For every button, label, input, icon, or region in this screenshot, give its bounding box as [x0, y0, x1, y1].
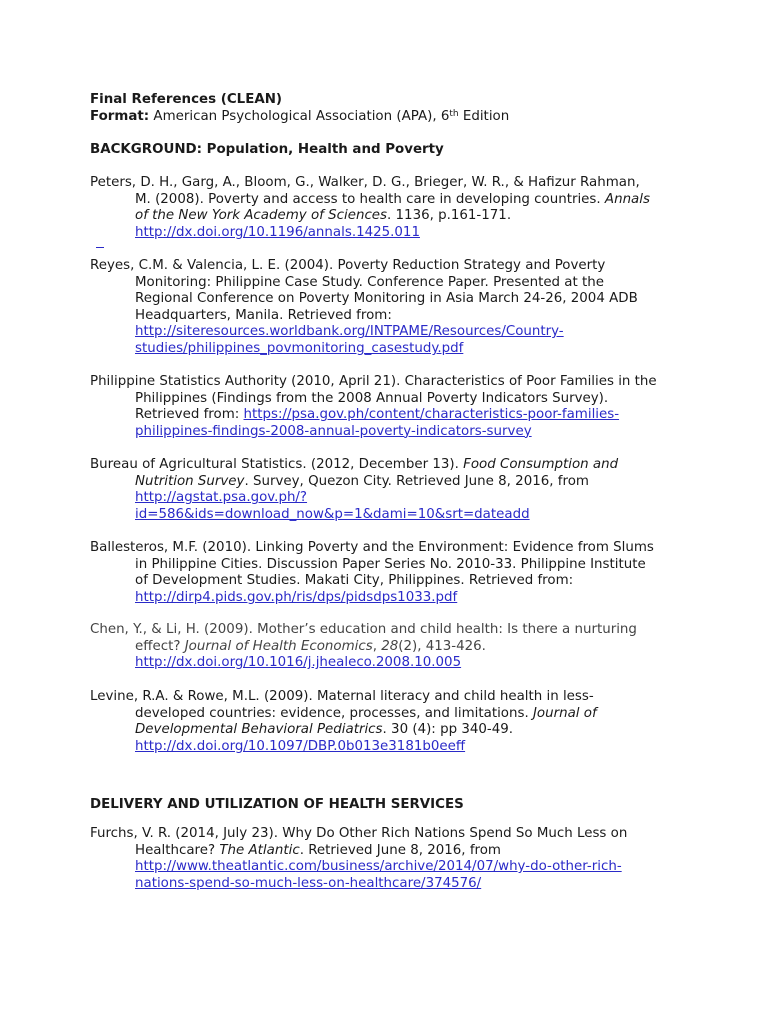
reference-text: (2), 413-426. [398, 638, 486, 654]
reference-link[interactable]: http://dx.doi.org/10.1196/annals.1425.011 [135, 224, 420, 240]
reference-line [90, 192, 710, 209]
reference-line [90, 407, 710, 424]
reference-link[interactable]: studies/philippines_povmonitoring_casestudy.pdf [135, 340, 464, 356]
reference-line [90, 507, 710, 524]
reference-line [90, 540, 710, 557]
reference-link[interactable]: http://agstat.psa.gov.ph/? [135, 490, 308, 506]
reference-text: Headquarters, Manila. Retrieved from: [135, 307, 392, 323]
reference-line [90, 622, 710, 639]
section-heading-delivery: DELIVERY AND UTILIZATION OF HEALTH SERVICES [90, 797, 464, 812]
reference-line [90, 208, 710, 225]
reference-text: Philippine Statistics Authority (2010, April 21). Characteristics of Poor Families in the [90, 374, 657, 389]
reference-italic-text: Journal of Health Economics [184, 638, 373, 654]
format-value: American Psychological Association (APA), 6 [153, 109, 450, 124]
reference-line [90, 739, 710, 756]
stray-link-mark [96, 247, 104, 248]
reference-entry [90, 826, 710, 892]
reference-text: Furchs, V. R. (2014, July 23). Why Do Other Rich Nations Spend So Much Less on [90, 826, 628, 841]
format-edition: Edition [458, 109, 510, 124]
reference-line [90, 474, 710, 491]
reference-link[interactable]: http://siteresources.worldbank.org/INTPAME/Resources/Country- [135, 324, 564, 340]
reference-text: Philippines (Findings from the 2008 Annual Poverty Indicators Survey). [135, 390, 609, 406]
reference-text: . 1136, p.161-171. [387, 208, 512, 224]
reference-entry [90, 374, 710, 440]
format-superscript: th [449, 109, 459, 119]
reference-italic-text: 28 [381, 638, 399, 654]
reference-line [90, 655, 710, 672]
reference-text: Retrieved from: [135, 407, 244, 423]
reference-link[interactable]: nations-spend-so-much-less-on-healthcare/374576/ [135, 875, 482, 891]
reference-entry [90, 457, 710, 523]
reference-italic-text: Nutrition Survey [135, 473, 245, 489]
reference-text: . Survey, Quezon City. Retrieved June 8, 2016, from [244, 473, 589, 489]
reference-link[interactable]: http://www.theatlantic.com/business/archive/2014/07/why-do-other-rich- [135, 859, 622, 875]
reference-line [90, 374, 710, 391]
reference-text: . Retrieved June 8, 2016, from [299, 842, 501, 858]
reference-text: Monitoring: Philippine Case Study. Conference Paper. Presented at the [135, 274, 604, 290]
reference-italic-text: Annals [604, 191, 650, 207]
reference-text: effect? [135, 638, 185, 654]
reference-line [90, 722, 710, 739]
reference-line [90, 490, 710, 507]
reference-entry [90, 689, 710, 755]
reference-text: Chen, Y., & Li, H. (2009). Mother’s education and child health: Is there a nurturing [90, 622, 637, 637]
reference-line [90, 590, 710, 607]
reference-line [90, 639, 710, 656]
reference-line [90, 557, 710, 574]
reference-text: Levine, R.A. & Rowe, M.L. (2009). Maternal literacy and child health in less- [90, 689, 594, 704]
reference-line [90, 826, 710, 843]
reference-line [90, 391, 710, 408]
section-heading-background: BACKGROUND: Population, Health and Poverty [90, 142, 444, 157]
format-line [90, 109, 509, 126]
reference-line [90, 291, 710, 308]
reference-link[interactable]: philippines-findings-2008-annual-poverty-indicators-survey [135, 423, 532, 439]
document-title: Final References (CLEAN) [90, 92, 283, 107]
reference-text: Healthcare? [135, 842, 220, 858]
reference-entry [90, 258, 710, 358]
reference-text: Regional Conference on Poverty Monitoring in Asia March 24-26, 2004 ADB [135, 291, 638, 307]
reference-text: M. (2008). Poverty and access to health care in developing countries. [135, 191, 605, 207]
reference-line [90, 308, 710, 325]
format-label: Format: [90, 109, 150, 124]
reference-line [90, 424, 710, 441]
reference-italic-text: of the New York Academy of Sciences [135, 208, 388, 224]
reference-line [90, 225, 710, 242]
reference-line [90, 689, 710, 706]
reference-text: , [372, 638, 382, 654]
reference-text: developed countries: evidence, processes, and limitations. [135, 705, 533, 721]
reference-text: Bureau of Agricultural Statistics. (2012, December 13). [90, 457, 464, 472]
reference-italic-text: Food Consumption and [463, 457, 619, 472]
reference-text: of Development Studies. Makati City, Philippines. Retrieved from: [135, 573, 574, 589]
reference-link[interactable]: http://dx.doi.org/10.1097/DBP.0b013e3181b0eeff [135, 738, 466, 754]
reference-line [90, 706, 710, 723]
reference-line [90, 324, 710, 341]
reference-line [90, 175, 710, 192]
reference-line [90, 573, 710, 590]
reference-text: . 30 (4): pp 340-49. [382, 722, 514, 738]
reference-line [90, 876, 710, 893]
reference-entry [90, 622, 710, 672]
reference-italic-text: The Atlantic [219, 842, 300, 858]
reference-entry [90, 175, 710, 241]
reference-line [90, 275, 710, 292]
reference-entry [90, 540, 710, 606]
reference-line [90, 258, 710, 275]
reference-italic-text: Journal of [532, 705, 597, 721]
reference-link[interactable]: http://dirp4.pids.gov.ph/ris/dps/pidsdps1033.pdf [135, 589, 458, 605]
reference-text: in Philippine Cities. Discussion Paper Series No. 2010-33. Philippine Institute [135, 556, 646, 572]
reference-link[interactable]: https://psa.gov.ph/content/characteristics-poor-families- [243, 407, 620, 423]
reference-line [90, 843, 710, 860]
reference-text: Reyes, C.M. & Valencia, L. E. (2004). Poverty Reduction Strategy and Poverty [90, 258, 606, 273]
reference-link[interactable]: http://dx.doi.org/10.1016/j.jhealeco.2008.10.005 [135, 655, 462, 671]
reference-text: Peters, D. H., Garg, A., Bloom, G., Walker, D. G., Brieger, W. R., & Hafizur Rahman, [90, 175, 640, 190]
reference-link[interactable]: id=586&ids=download_now&p=1&dami=10&srt=dateadd [135, 506, 530, 522]
reference-line [90, 341, 710, 358]
reference-text: Ballesteros, M.F. (2010). Linking Poverty and the Environment: Evidence from Slums [90, 540, 654, 555]
reference-line [90, 859, 710, 876]
reference-italic-text: Developmental Behavioral Pediatrics [135, 722, 383, 738]
reference-line [90, 457, 710, 474]
